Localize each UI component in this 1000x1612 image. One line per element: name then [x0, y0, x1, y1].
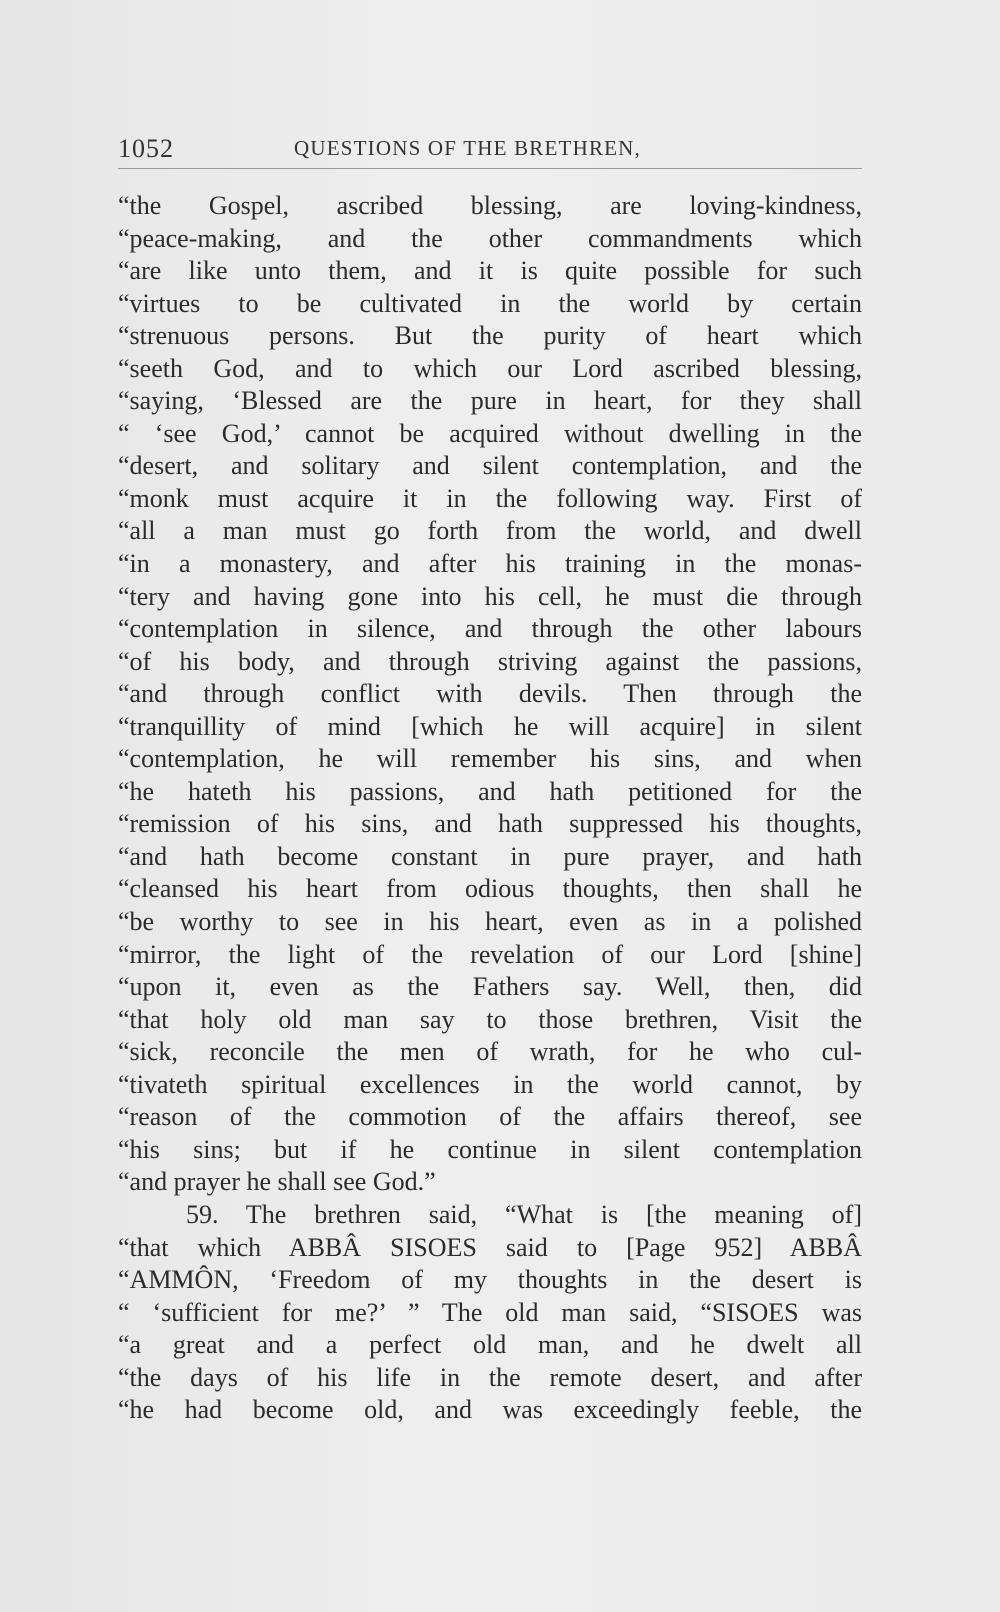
text-line: “remission of his sins, and hath suppressed his thoughts, [118, 809, 862, 839]
text-line: “peace-making, and the other commandments which [118, 223, 862, 253]
text-line: “sick, reconcile the men of wrath, for he who cul- [118, 1037, 862, 1067]
text-line: “saying, ‘Blessed are the pure in heart, for they shall [118, 386, 862, 416]
text-line: “a great and a perfect old man, and he dwelt all [118, 1330, 862, 1360]
text-line: “monk must acquire it in the following way. First of [118, 483, 862, 513]
text-line: “AMMÔN, ‘Freedom of my thoughts in the desert is [118, 1265, 862, 1295]
text-line: “desert, and solitary and silent contemplation, and the [118, 451, 862, 481]
running-title: QUESTIONS OF THE BRETHREN, [294, 136, 641, 160]
text-line: “mirror, the light of the revelation of our Lord [shine] [118, 939, 862, 969]
text-line: “reason of the commotion of the affairs thereof, see [118, 1102, 862, 1132]
text-line: “tranquillity of mind [which he will acquire] in silent [118, 711, 862, 741]
text-line: “he hateth his passions, and hath petitioned for the [118, 776, 862, 806]
text-line: “the Gospel, ascribed blessing, are loving-kindness, [118, 191, 862, 220]
text-line: “that which ABBÂ SISOES said to [Page 952] ABBÂ [118, 1232, 862, 1262]
text-line: “and through conflict with devils. Then through the [118, 679, 862, 709]
text-line: “virtues to be cultivated in the world by certain [118, 288, 862, 318]
text-line: “he had become old, and was exceedingly feeble, the [118, 1395, 862, 1425]
text-line: “his sins; but if he continue in silent contemplation [118, 1134, 862, 1164]
running-head [118, 128, 862, 169]
text-line: “that holy old man say to those brethren, Visit the [118, 1004, 862, 1034]
text-line: “cleansed his heart from odious thoughts, then shall he [118, 874, 862, 904]
text-line: “and hath become constant in pure prayer, and hath [118, 841, 862, 871]
page-number: 1052 [118, 134, 174, 163]
text-line: “seeth God, and to which our Lord ascribed blessing, [118, 353, 862, 383]
text-line: “tery and having gone into his cell, he must die through [118, 581, 862, 611]
text-line: “the days of his life in the remote desert, and after [118, 1362, 862, 1392]
text-line: “tivateth spiritual excellences in the world cannot, by [118, 1069, 862, 1099]
text-line: “are like unto them, and it is quite possible for such [118, 256, 862, 286]
text-line: “upon it, even as the Fathers say. Well, then, did [118, 972, 862, 1002]
text-line: “in a monastery, and after his training in the monas- [118, 549, 862, 579]
text-line: “contemplation, he will remember his sins, and when [118, 744, 862, 774]
text-line: “ ‘see God,’ cannot be acquired without dwelling in the [118, 418, 862, 448]
body-text [118, 190, 862, 1427]
text-line: “strenuous persons. But the purity of heart which [118, 321, 862, 351]
text-line: “all a man must go forth from the world, and dwell [118, 516, 862, 546]
text-line: 59. The brethren said, “What is [the meaning of] [186, 1199, 862, 1229]
text-line: “be worthy to see in his heart, even as in a polished [118, 907, 862, 937]
text-line: “ ‘sufficient for me?’ ” The old man said, “SISOES was [118, 1297, 862, 1327]
text-line: “contemplation in silence, and through the other labours [118, 614, 862, 644]
text-line: “and prayer he shall see God.” [118, 1167, 436, 1197]
text-line: “of his body, and through striving against the passions, [118, 646, 862, 676]
